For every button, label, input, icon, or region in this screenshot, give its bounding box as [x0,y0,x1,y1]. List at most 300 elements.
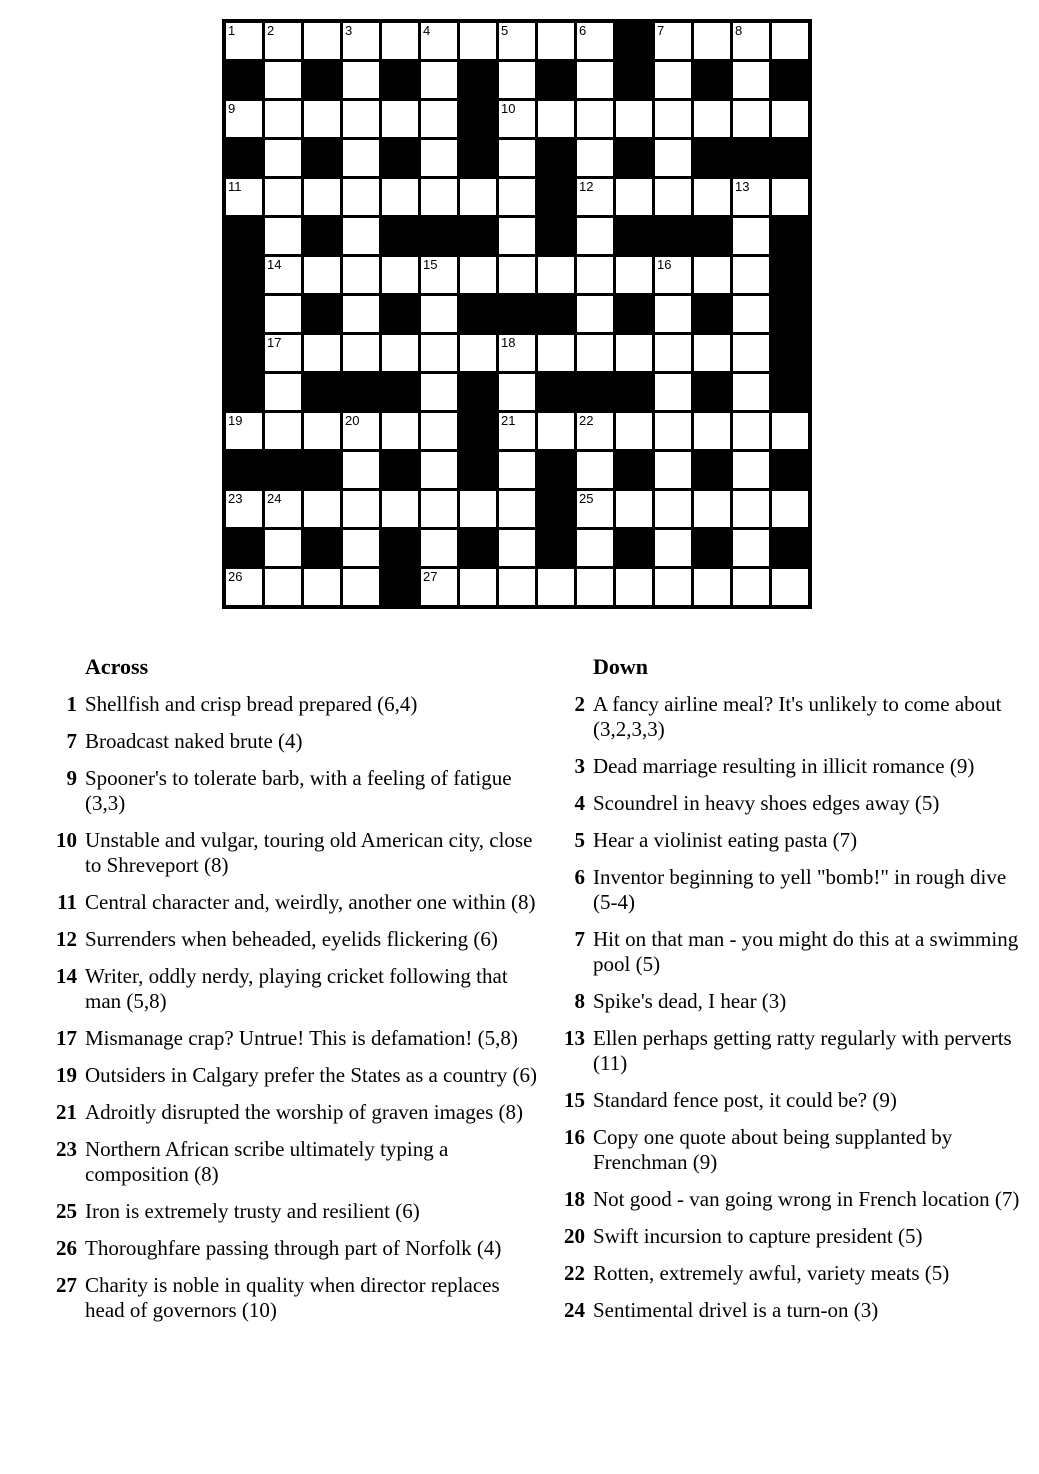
grid-cell-r7c8[interactable] [499,257,535,293]
grid-cell-r13c12[interactable] [655,491,691,527]
grid-cell-r4c5 [382,140,418,176]
grid-cell-r3c15[interactable] [772,101,808,137]
grid-cell-r12c7 [460,452,496,488]
clue-item-down-6 [553,865,1035,915]
grid-cell-r5c5[interactable] [382,179,418,215]
clue-number: 18 [564,1187,585,1211]
grid-cell-r15c7[interactable] [460,569,496,605]
grid-cell-r4c10[interactable] [577,140,613,176]
grid-cell-r2c9 [538,62,574,98]
grid-cell-r9c1 [226,335,262,371]
grid-cell-r15c14[interactable] [733,569,769,605]
grid-cell-r10c11 [616,374,652,410]
grid-cell-r10c5 [382,374,418,410]
grid-cell-r7c9[interactable] [538,257,574,293]
grid-cell-r10c12[interactable] [655,374,691,410]
clue-number: 21 [56,1100,77,1124]
grid-cell-r4c6[interactable] [421,140,457,176]
grid-cell-r13c14[interactable] [733,491,769,527]
grid-cell-r3c8[interactable] [499,101,535,137]
clue-item-across-27 [45,1273,537,1323]
grid-cell-r1c10[interactable] [577,23,613,59]
grid-cell-r7c14[interactable] [733,257,769,293]
grid-cell-r2c3 [304,62,340,98]
clue-item-down-22 [553,1261,1035,1286]
grid-cell-r9c7[interactable] [460,335,496,371]
grid-cell-r5c4[interactable] [343,179,379,215]
clue-item-across-19 [45,1063,537,1088]
clue-text: Northern African scribe ultimately typing a composition (8) [85,1137,449,1186]
clue-number: 24 [564,1298,585,1322]
grid-cell-r13c1[interactable] [226,491,262,527]
grid-cell-r13c3[interactable] [304,491,340,527]
grid-cell-r10c6[interactable] [421,374,457,410]
grid-cell-r12c3 [304,452,340,488]
grid-cell-r14c3 [304,530,340,566]
grid-cell-r9c10[interactable] [577,335,613,371]
across-clues-section [45,654,537,1335]
grid-cell-r11c7 [460,413,496,449]
down-header: Down [593,654,649,679]
clue-item-down-3 [553,754,1035,779]
grid-cell-r2c10[interactable] [577,62,613,98]
grid-cell-r1c13[interactable] [694,23,730,59]
grid-cell-r11c13[interactable] [694,413,730,449]
grid-cell-r6c8[interactable] [499,218,535,254]
clue-item-across-11 [45,890,537,915]
grid-cell-r7c12[interactable] [655,257,691,293]
grid-cell-r5c6[interactable] [421,179,457,215]
grid-cell-r1c5[interactable] [382,23,418,59]
grid-cell-r15c6[interactable] [421,569,457,605]
grid-cell-r7c13[interactable] [694,257,730,293]
clue-text: Rotten, extremely awful, variety meats (5) [593,1261,950,1285]
grid-cell-r11c14[interactable] [733,413,769,449]
cell-number: 7 [657,23,665,38]
grid-cell-r10c3 [304,374,340,410]
grid-cell-r1c12[interactable] [655,23,691,59]
grid-cell-r5c12[interactable] [655,179,691,215]
grid-cell-r8c2[interactable] [265,296,301,332]
cell-number: 25 [579,491,594,506]
grid-cell-r13c11[interactable] [616,491,652,527]
grid-cell-r13c7[interactable] [460,491,496,527]
grid-cell-r13c5[interactable] [382,491,418,527]
grid-cell-r12c12[interactable] [655,452,691,488]
clue-text: Standard fence post, it could be? (9) [593,1088,897,1112]
grid-cell-r4c7 [460,140,496,176]
grid-cell-r10c2[interactable] [265,374,301,410]
grid-cell-r10c1 [226,374,262,410]
grid-cell-r2c1 [226,62,262,98]
grid-cell-r3c3[interactable] [304,101,340,137]
cell-number: 24 [267,491,282,506]
grid-cell-r2c2[interactable] [265,62,301,98]
cell-number: 26 [228,569,243,584]
grid-cell-r15c2[interactable] [265,569,301,605]
grid-cell-r9c14[interactable] [733,335,769,371]
grid-cell-r3c6[interactable] [421,101,457,137]
grid-cell-r4c15 [772,140,808,176]
grid-cell-r9c4[interactable] [343,335,379,371]
clue-item-down-20 [553,1224,1035,1249]
grid-cell-r5c13[interactable] [694,179,730,215]
grid-cell-r7c6[interactable] [421,257,457,293]
grid-cell-r8c6[interactable] [421,296,457,332]
grid-cell-r7c10[interactable] [577,257,613,293]
grid-cell-r5c7[interactable] [460,179,496,215]
clue-number: 26 [56,1236,77,1260]
clue-number: 14 [56,964,77,988]
grid-cell-r10c4 [343,374,379,410]
grid-cell-r5c2[interactable] [265,179,301,215]
grid-cell-r6c5 [382,218,418,254]
grid-cell-r13c15[interactable] [772,491,808,527]
grid-cell-r14c5 [382,530,418,566]
grid-cell-r2c4[interactable] [343,62,379,98]
clue-text: Swift incursion to capture president (5) [593,1224,923,1248]
grid-cell-r2c5 [382,62,418,98]
clue-item-down-5 [553,828,1035,853]
clue-item-down-18 [553,1187,1035,1212]
grid-cell-r15c5 [382,569,418,605]
grid-cell-r12c8[interactable] [499,452,535,488]
cell-number: 23 [228,491,243,506]
grid-cell-r8c12[interactable] [655,296,691,332]
grid-cell-r11c5[interactable] [382,413,418,449]
grid-cell-r12c9 [538,452,574,488]
clue-number: 15 [564,1088,585,1112]
grid-cell-r15c3[interactable] [304,569,340,605]
grid-cell-r8c15 [772,296,808,332]
grid-cell-r11c10[interactable] [577,413,613,449]
grid-cell-r11c3[interactable] [304,413,340,449]
grid-cell-r12c6[interactable] [421,452,457,488]
grid-cell-r4c12[interactable] [655,140,691,176]
clue-item-across-26 [45,1236,537,1261]
clue-text: Thoroughfare passing through part of Norfolk (4) [85,1236,502,1260]
grid-cell-r4c9 [538,140,574,176]
grid-cell-r15c4[interactable] [343,569,379,605]
grid-cell-r4c13 [694,140,730,176]
grid-cell-r12c5 [382,452,418,488]
cell-number: 9 [228,101,236,116]
clue-text: Outsiders in Calgary prefer the States as a country (6) [85,1063,537,1087]
grid-cell-r15c9[interactable] [538,569,574,605]
across-clues [45,692,537,1323]
clue-number: 1 [66,692,77,716]
grid-cell-r6c12 [655,218,691,254]
clue-text: Surrenders when beheaded, eyelids flickering (6) [85,927,498,951]
grid-cell-r13c10[interactable] [577,491,613,527]
grid-cell-r3c9[interactable] [538,101,574,137]
clue-text: A fancy airline meal? It's unlikely to come about (3,2,3,3) [593,692,1002,741]
clue-item-across-12 [45,927,537,952]
grid-cell-r3c12[interactable] [655,101,691,137]
grid-cell-r1c14[interactable] [733,23,769,59]
clue-number: 8 [574,989,585,1013]
grid-cell-r10c13 [694,374,730,410]
grid-cell-r9c8[interactable] [499,335,535,371]
grid-cell-r5c1[interactable] [226,179,262,215]
grid-cell-r15c8[interactable] [499,569,535,605]
grid-cell-r9c11[interactable] [616,335,652,371]
grid-cell-r13c2[interactable] [265,491,301,527]
clue-text: Shellfish and crisp bread prepared (6,4) [85,692,418,716]
grid-cell-r15c1[interactable] [226,569,262,605]
grid-cell-r11c1[interactable] [226,413,262,449]
cell-number: 13 [735,179,750,194]
grid-cell-r5c15[interactable] [772,179,808,215]
grid-cell-r15c12[interactable] [655,569,691,605]
clue-number: 16 [564,1125,585,1149]
grid-cell-r6c15 [772,218,808,254]
clue-number: 12 [56,927,77,951]
grid-cell-r11c11[interactable] [616,413,652,449]
clue-number: 23 [56,1137,77,1161]
cell-number: 8 [735,23,743,38]
down-clues-section [553,654,1035,1335]
grid-cell-r12c4[interactable] [343,452,379,488]
cell-number: 10 [501,101,516,116]
grid-cell-r6c2[interactable] [265,218,301,254]
grid-cell-r9c3[interactable] [304,335,340,371]
crossword-grid [222,19,812,609]
grid-cell-r4c1 [226,140,262,176]
cell-number: 12 [579,179,594,194]
grid-cell-r12c10[interactable] [577,452,613,488]
grid-cell-r5c3[interactable] [304,179,340,215]
grid-cell-r12c15 [772,452,808,488]
clue-number: 10 [56,828,77,852]
cell-number: 5 [501,23,509,38]
grid-cell-r2c7 [460,62,496,98]
grid-cell-r13c13[interactable] [694,491,730,527]
grid-cell-r1c15[interactable] [772,23,808,59]
grid-cell-r7c15 [772,257,808,293]
grid-cell-r2c15 [772,62,808,98]
grid-cell-r7c11[interactable] [616,257,652,293]
grid-cell-r12c1 [226,452,262,488]
clue-number: 4 [574,791,585,815]
grid-cell-r4c3 [304,140,340,176]
clue-number: 13 [564,1026,585,1050]
grid-cell-r3c11[interactable] [616,101,652,137]
grid-cell-r1c4[interactable] [343,23,379,59]
grid-cell-r6c13 [694,218,730,254]
grid-cell-r10c15 [772,374,808,410]
clue-text: Dead marriage resulting in illicit romance (9) [593,754,975,778]
grid-cell-r10c7 [460,374,496,410]
grid-cell-r11c2[interactable] [265,413,301,449]
cell-number: 27 [423,569,438,584]
clue-text: Writer, oddly nerdy, playing cricket following that man (5,8) [85,964,508,1013]
grid-cell-r6c14[interactable] [733,218,769,254]
clue-number: 7 [66,729,77,753]
grid-cell-r10c14[interactable] [733,374,769,410]
clue-text: Hit on that man - you might do this at a swimming pool (5) [593,927,1019,976]
clue-number: 19 [56,1063,77,1087]
grid-cell-r12c11 [616,452,652,488]
grid-cell-r7c4[interactable] [343,257,379,293]
grid-cell-r7c7[interactable] [460,257,496,293]
cell-number: 6 [579,23,587,38]
grid-cell-r11c15[interactable] [772,413,808,449]
grid-cell-r4c4[interactable] [343,140,379,176]
grid-cell-r10c8[interactable] [499,374,535,410]
grid-cell-r7c5[interactable] [382,257,418,293]
grid-cell-r9c13[interactable] [694,335,730,371]
grid-cell-r3c10[interactable] [577,101,613,137]
grid-cell-r7c3[interactable] [304,257,340,293]
grid-cell-r9c2[interactable] [265,335,301,371]
grid-cell-r15c15[interactable] [772,569,808,605]
grid-cell-r10c9 [538,374,574,410]
grid-cell-r9c12[interactable] [655,335,691,371]
grid-cell-r6c9 [538,218,574,254]
grid-cell-r13c4[interactable] [343,491,379,527]
grid-cell-r1c1[interactable] [226,23,262,59]
grid-cell-r4c14 [733,140,769,176]
grid-cell-r14c15 [772,530,808,566]
clue-text: Central character and, weirdly, another one within (8) [85,890,536,914]
grid-cell-r9c9[interactable] [538,335,574,371]
clue-text: Scoundrel in heavy shoes edges away (5) [593,791,940,815]
grid-cell-r8c14[interactable] [733,296,769,332]
clue-text: Sentimental drivel is a turn-on (3) [593,1298,879,1322]
grid-cell-r3c13[interactable] [694,101,730,137]
clue-item-down-13 [553,1026,1035,1076]
grid-cell-r5c9 [538,179,574,215]
cell-number: 16 [657,257,672,272]
grid-cell-r8c11 [616,296,652,332]
grid-cell-r12c13 [694,452,730,488]
grid-cell-r1c2[interactable] [265,23,301,59]
clue-text: Spooner's to tolerate barb, with a feeling of fatigue (3,3) [85,766,512,815]
clue-text: Not good - van going wrong in French location (7) [593,1187,1020,1211]
grid-cell-r11c6[interactable] [421,413,457,449]
grid-cell-r8c7 [460,296,496,332]
grid-cell-r14c10[interactable] [577,530,613,566]
grid-cell-r3c5[interactable] [382,101,418,137]
clue-item-down-16 [553,1125,1035,1175]
grid-cell-r4c11 [616,140,652,176]
clue-number: 7 [574,927,585,951]
clue-item-across-14 [45,964,537,1014]
clue-item-down-8 [553,989,1035,1014]
down-clues [553,692,1035,1323]
grid-cell-r5c14[interactable] [733,179,769,215]
grid-cell-r14c1 [226,530,262,566]
clue-item-down-4 [553,791,1035,816]
grid-cell-r14c6[interactable] [421,530,457,566]
grid-cell-r3c1[interactable] [226,101,262,137]
clue-item-down-24 [553,1298,1035,1323]
clue-text: Spike's dead, I hear (3) [593,989,787,1013]
clue-text: Broadcast naked brute (4) [85,729,303,753]
clue-number: 27 [56,1273,77,1297]
grid-cell-r14c4[interactable] [343,530,379,566]
grid-cell-r4c8[interactable] [499,140,535,176]
clue-number: 11 [57,890,77,914]
grid-cell-r2c8[interactable] [499,62,535,98]
grid-cell-r14c9 [538,530,574,566]
grid-cell-r6c4[interactable] [343,218,379,254]
grid-cell-r2c13 [694,62,730,98]
grid-cell-r1c3[interactable] [304,23,340,59]
grid-cell-r9c6[interactable] [421,335,457,371]
clue-text: Charity is noble in quality when director replaces head of governors (10) [85,1273,500,1322]
grid-cell-r14c2[interactable] [265,530,301,566]
grid-cell-r1c9[interactable] [538,23,574,59]
grid-cell-r11c4[interactable] [343,413,379,449]
clue-number: 17 [56,1026,77,1050]
grid-cell-r8c4[interactable] [343,296,379,332]
clue-number: 3 [574,754,585,778]
grid-cell-r14c12[interactable] [655,530,691,566]
grid-cell-r1c8[interactable] [499,23,535,59]
clue-number: 5 [574,828,585,852]
grid-cell-r2c14[interactable] [733,62,769,98]
grid-cell-r3c2[interactable] [265,101,301,137]
grid-cell-r3c4[interactable] [343,101,379,137]
grid-cell-r4c2[interactable] [265,140,301,176]
grid-cell-r1c7[interactable] [460,23,496,59]
grid-cell-r7c2[interactable] [265,257,301,293]
clue-number: 22 [564,1261,585,1285]
clue-item-down-7 [553,927,1035,977]
grid-cell-r1c11 [616,23,652,59]
grid-cell-r15c10[interactable] [577,569,613,605]
grid-cell-r6c1 [226,218,262,254]
grid-cell-r14c13 [694,530,730,566]
grid-cell-r14c14[interactable] [733,530,769,566]
clue-text: Adroitly disrupted the worship of graven images (8) [85,1100,523,1124]
grid-cell-r5c10[interactable] [577,179,613,215]
grid-cell-r2c6[interactable] [421,62,457,98]
cell-number: 21 [501,413,516,428]
clue-text: Hear a violinist eating pasta (7) [593,828,858,852]
grid-cell-r6c10[interactable] [577,218,613,254]
grid-cell-r5c8[interactable] [499,179,535,215]
grid-cell-r11c12[interactable] [655,413,691,449]
grid-cell-r11c9[interactable] [538,413,574,449]
grid-cell-r8c8 [499,296,535,332]
grid-cell-r8c13 [694,296,730,332]
clue-item-down-15 [553,1088,1035,1113]
clue-item-across-21 [45,1100,537,1125]
grid-cell-r13c6[interactable] [421,491,457,527]
grid-cell-r8c9 [538,296,574,332]
grid-cell-r14c8[interactable] [499,530,535,566]
grid-cell-r5c11[interactable] [616,179,652,215]
cell-number: 17 [267,335,282,350]
cell-number: 19 [228,413,243,428]
grid-cell-r12c14[interactable] [733,452,769,488]
cell-number: 3 [345,23,353,38]
grid-cell-r15c13[interactable] [694,569,730,605]
grid-cell-r13c8[interactable] [499,491,535,527]
grid-cell-r8c10[interactable] [577,296,613,332]
grid-cell-r1c6[interactable] [421,23,457,59]
clue-text: Inventor beginning to yell "bomb!" in rough dive (5-4) [593,865,1007,914]
grid-cell-r11c8[interactable] [499,413,535,449]
grid-cell-r2c12[interactable] [655,62,691,98]
grid-cell-r9c5[interactable] [382,335,418,371]
grid-cell-r15c11[interactable] [616,569,652,605]
grid-cell-r3c14[interactable] [733,101,769,137]
clue-item-across-17 [45,1026,537,1051]
